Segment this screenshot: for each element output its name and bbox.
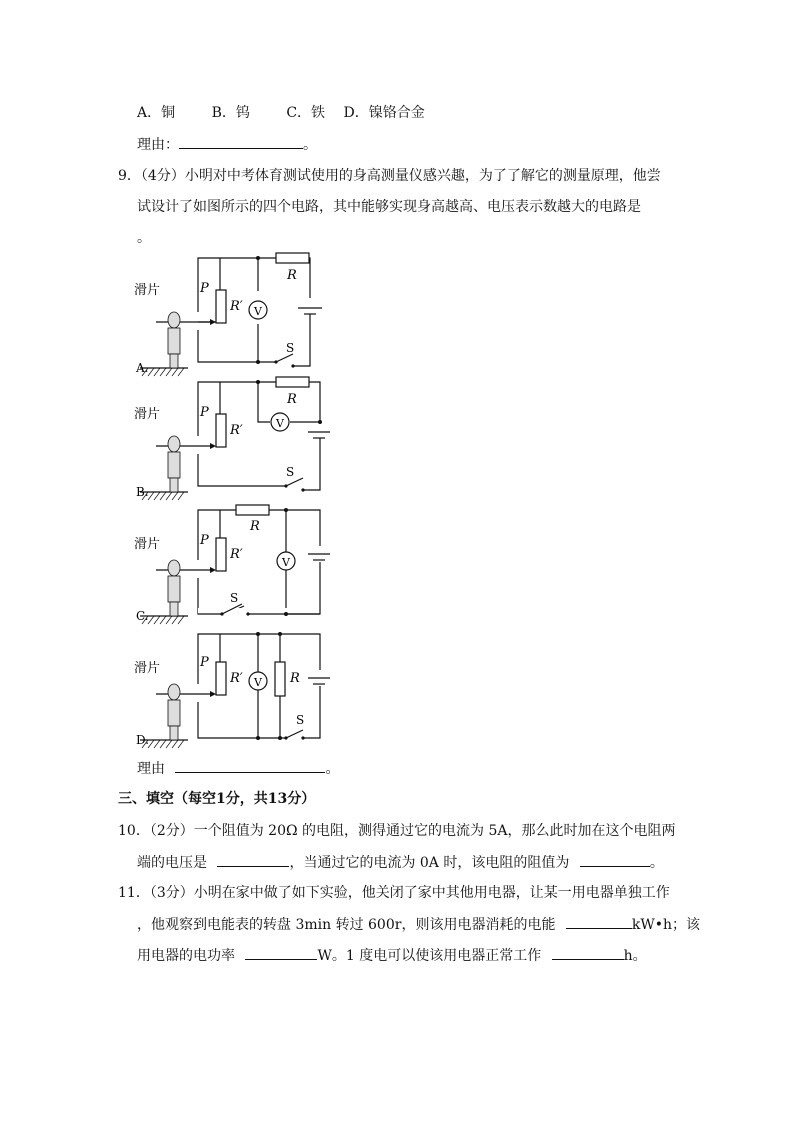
q8-option-d: D．镍铬合金 [343, 105, 425, 121]
circuit-c-rprime-label: R′ [230, 547, 243, 562]
q10-line2-c: 。 [649, 855, 664, 871]
q8-options [137, 103, 425, 123]
circuit-b-p-label: P [200, 405, 209, 420]
q10-line2-b: ，当通过它的电流为 0A 时，该电阻的阻值为 [289, 855, 570, 871]
q11-line2-b: kW•h；该 [631, 917, 701, 933]
circuit-a-s-label: S [286, 341, 295, 355]
q9-line2: 试设计了如图所示的四个电路，其中能够实现身高越高、电压表示数越大的电路是 [137, 199, 641, 215]
q11-line2 [137, 914, 700, 935]
q10-blank-1[interactable] [217, 852, 289, 867]
circuit-a-rprime-label: R′ [230, 299, 243, 314]
circuit-a-v-label: V [254, 305, 262, 318]
q11-line3-c: h。 [623, 948, 647, 964]
q9-reason-end: 。 [325, 761, 340, 777]
circuit-b-label: B. [136, 485, 149, 499]
q9-reason-blank[interactable] [175, 758, 325, 773]
q11-line3-a: 用电器的电功率 [137, 948, 235, 964]
circuit-c-s-label: S [230, 591, 239, 605]
circuit-b-rprime-label: R′ [230, 423, 243, 438]
circuit-d-rprime-label: R′ [230, 671, 243, 686]
circuit-d-r-label: R [290, 671, 300, 686]
section3-title: 三、填空（每空1分，共13分） [118, 791, 316, 807]
circuit-c-p-label: P [200, 533, 209, 548]
circuit-a [130, 248, 330, 376]
circuit-c-r-label: R [250, 519, 260, 534]
circuit-b-slider-label: 滑片 [134, 407, 161, 422]
q11-blank-1[interactable] [566, 914, 632, 929]
circuit-a-p-label: P [200, 281, 209, 296]
q10-line1: 10．（2分）一个阻值为 20Ω 的电阻，测得通过它的电流为 5A，那么此时加在这个电阻两 [118, 823, 676, 839]
q9-reason [137, 758, 339, 779]
q9-reason-label: 理由 [137, 761, 165, 777]
q10-line2 [137, 852, 664, 873]
q11-blank-2[interactable] [245, 945, 317, 960]
q8-reason-end: 。 [303, 137, 317, 153]
q9-line1: 9．（4分）小明对中考体育测试使用的身高测量仪感兴趣，为了了解它的测量原理，他尝 [118, 168, 661, 184]
q8-option-c: C．铁 [286, 105, 326, 121]
circuit-c-v-label: V [282, 556, 290, 569]
q9-line3: 。 [137, 230, 151, 246]
q11-line2-a: ，他观察到电能表的转盘 3min 转过 600r，则该用电器消耗的电能 [137, 917, 556, 933]
circuit-a-slider-label: 滑片 [134, 283, 161, 298]
circuit-a-r-label: R [287, 268, 297, 283]
circuit-d-p-label: P [200, 655, 209, 670]
q8-reason-label: 理由： [137, 137, 179, 153]
q8-reason-blank[interactable] [179, 134, 303, 149]
q11-line3-b: W。1 度电可以使该用电器正常工作 [317, 948, 542, 964]
q11-line3 [137, 945, 647, 966]
circuit-d-slider-label: 滑片 [134, 661, 161, 676]
circuit-d-label: D. [136, 733, 150, 747]
q8-option-a: A．铜 [137, 105, 176, 121]
circuit-d-s-label: S [296, 713, 305, 727]
circuit-c [130, 496, 330, 624]
circuit-a-label: A. [136, 361, 149, 375]
circuit-d-v-label: V [254, 676, 262, 689]
q8-reason [137, 134, 317, 155]
circuit-d [130, 620, 330, 748]
q8-option-b: B．钨 [211, 105, 250, 121]
q10-blank-2[interactable] [580, 852, 650, 867]
circuit-c-label: C. [136, 609, 149, 623]
circuit-b [130, 372, 330, 500]
circuit-b-v-label: V [276, 417, 284, 430]
q10-line2-a: 端的电压是 [137, 855, 207, 871]
circuit-c-slider-label: 滑片 [134, 537, 161, 552]
circuit-b-r-label: R [287, 392, 297, 407]
q11-line1: 11．（3分）小明在家中做了如下实验，他关闭了家中其他用电器，让某一用电器单独工作 [118, 885, 670, 901]
circuit-b-s-label: S [286, 465, 295, 479]
q11-blank-3[interactable] [552, 945, 624, 960]
